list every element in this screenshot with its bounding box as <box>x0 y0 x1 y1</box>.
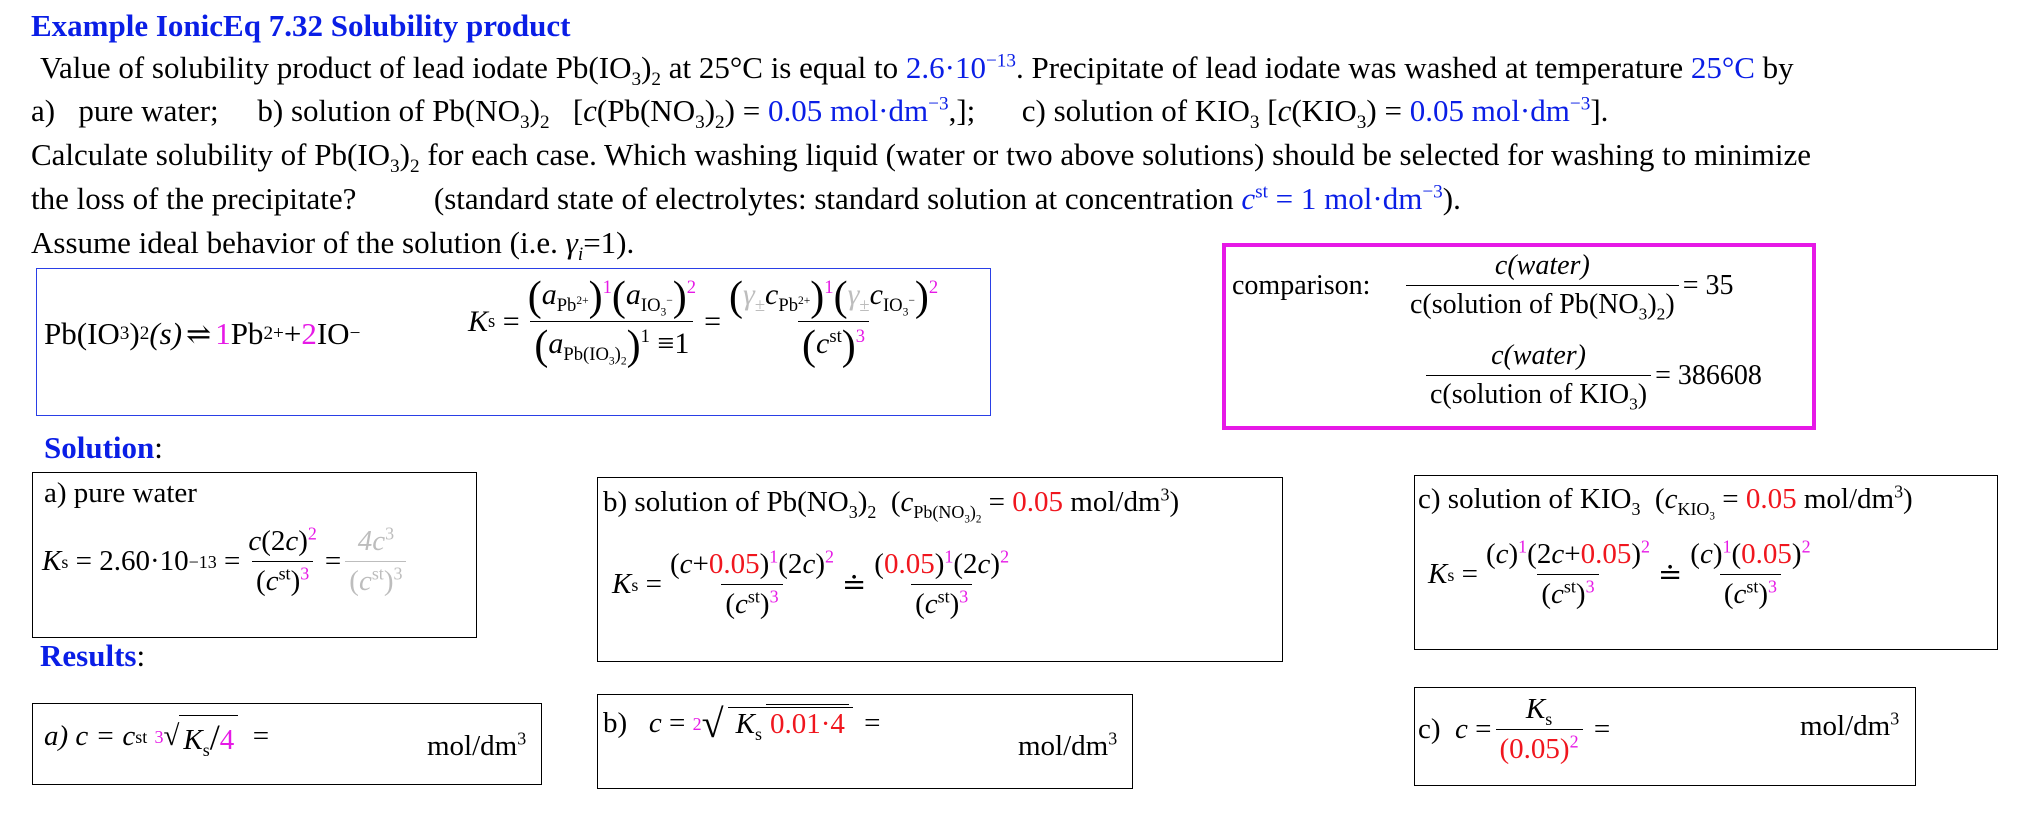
reaction-equation: Pb(IO 3 ) 2 (s) ⇌ 1 Pb 2+ + 2 IO − <box>44 316 361 351</box>
comparison-water-vs-pbno3: $\frac{\text{c(water)}}{c(solution of Pb(NO_3)_2)}$ = 35 <box>1402 250 1733 321</box>
part-a-equation: K s = 2.60·10 −13 = $\frac{c(2c)^2}{(c^{st})^3}$ = $\frac{4c^3}{(c^{st})^3}$ <box>42 525 410 598</box>
problem-line-5: Assume ideal behavior of the solution (i.e. $\gamma_i=1$). <box>31 225 635 266</box>
result-b-equation: b) c = 2 √ $K_s$ 0.01·4 = <box>603 701 881 746</box>
solution-heading: Solution: <box>44 430 163 465</box>
ksp-value: $2.6\cdot 10^{-13}$ <box>905 50 1016 85</box>
ks-definition: K s = $\frac{(a_{Pb^{2+}})^1(a_{IO_3^-})^2}{(a_{Pb(IO_3)_2})^1 \equiv 1}$ = $\frac{(\gamma_\pm c_{Pb^{2+}})^1(\gamma_\pm c_{IO_3^-})^2}{(c^{st})^3}$ <box>468 274 939 369</box>
result-c-equation: c) c = $\frac{K_s}{(0.05)^2}$ = <box>1418 693 1611 765</box>
result-a-units: mol/$dm^3$ <box>427 728 527 762</box>
problem-line-2: a) pure water; b) solution of $Pb(NO_3)_2$ [$c(Pb(NO_3)_2) = 0.05$ $mol\cdot dm^{-3}$,]; c) solution of $KIO_3$ [$c(KIO_3) = 0.05$ $mol\cdot dm^{-3}$]. <box>31 93 1609 134</box>
result-b-units: mol/$dm^3$ <box>1018 728 1118 762</box>
part-a-header: a) pure water <box>44 477 197 509</box>
problem-line-3: Calculate solubility of $Pb(IO_3)_2$ for each case. Which washing liquid (water or two above solutions) should be selected for washing to minimize <box>31 137 1812 178</box>
result-a-equation: a) c = c st 3 √ $K_s/4$ = <box>44 717 270 760</box>
part-c-equation: K s = $\frac{(c)^1(2c+0.05)^2}{(c^{st})^3}$ ≐ $\frac{(c)^1(0.05)^2}{(c^{st})^3}$ <box>1428 536 1811 610</box>
results-heading: Results: <box>40 638 146 673</box>
problem-line-1: Value of solubility product of lead iodate $Pb(IO_3)_2$ at 25°C is equal to $2.6\cdot 10^{-13}$. Precipitate of lead iodate was washed at temperature 25°C by <box>40 50 1794 91</box>
part-b-header: b) solution of $Pb(NO_3)_2$ ($c_{Pb(NO_3)_2} = 0.05$ mol/$dm^3$) <box>603 484 1180 526</box>
problem-line-4: the loss of the precipitate? (standard state of electrolytes: standard solution at concentration $c^{st} = 1$ $mol\cdot dm^{-3}$). <box>31 181 1461 216</box>
comparison-water-vs-kio3: $\frac{\text{c(water)}}{c(solution of KIO_3)}$ = 386608 <box>1422 340 1762 411</box>
result-c-units: mol/$dm^3$ <box>1800 708 1900 742</box>
page-title: Example IonicEq 7.32 Solubility product <box>31 8 571 43</box>
part-c-header: c) solution of $KIO_3$ ($c_{KIO_3} = 0.05$ mol/$dm^3$) <box>1418 481 1913 523</box>
comparison-label: comparison: <box>1232 270 1371 301</box>
part-b-equation: K s = $\frac{(c+0.05)^1(2c)^2}{(c^{st})^3}$ ≐ $\frac{(0.05)^1(2c)^2}{(c^{st})^3}$ <box>612 546 1010 620</box>
